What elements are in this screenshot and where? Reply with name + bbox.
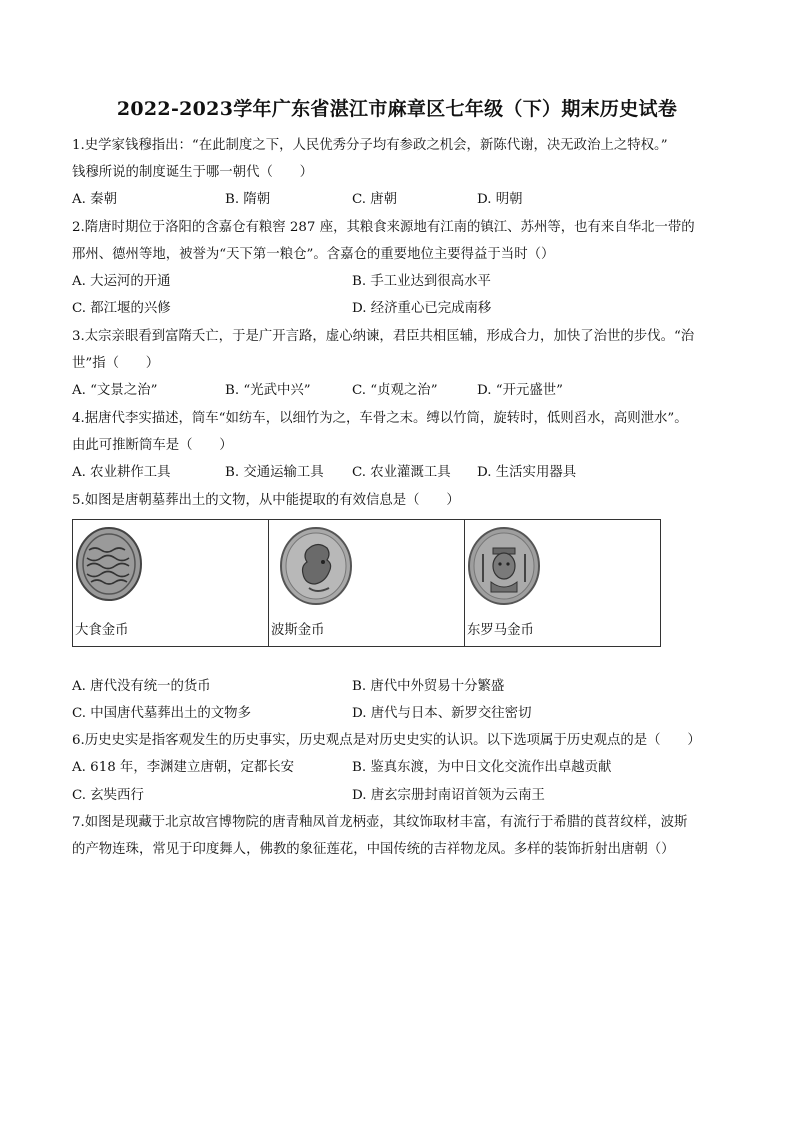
exam-title: 2022-2023学年广东省湛江市麻章区七年级（下）期末历史试卷 xyxy=(116,98,678,120)
coin-cell-persia xyxy=(269,520,465,646)
coin-label-byzantine: 东罗马金币 xyxy=(467,623,534,638)
q2-option-b: B. 手工业达到很高水平 xyxy=(352,274,491,289)
q3-stem-line1: 3.太宗亲眼看到富隋夭亡，于是广开言路，虚心纳谏，君臣共相匡辅，形成合力，加快了治世的步伐。“治 xyxy=(72,329,695,344)
q1-stem-line1: 1.史学家钱穆指出：“在此制度之下，人民优秀分子均有参政之机会，新陈代谢，决无政治上之特权。” xyxy=(72,138,668,153)
q3-stem-line2: 世”指（ ） xyxy=(72,356,160,371)
q3-option-b: B. “光武中兴” xyxy=(225,383,311,398)
q1-option-b: B. 隋朝 xyxy=(225,192,271,207)
q7-stem-line2: 的产物连珠，常见于印度舞人，佛教的象征莲花，中国传统的吉祥物龙凤。多样的装饰折射出唐朝（） xyxy=(72,842,675,857)
q1-option-a: A. 秦朝 xyxy=(72,192,117,207)
coin-figure-table xyxy=(72,519,661,647)
q3-option-c: C. “贞观之治” xyxy=(352,383,438,398)
dashi-coin-image xyxy=(75,526,143,602)
q6-option-a: A. 618 年，李渊建立唐朝，定都长安 xyxy=(72,760,295,775)
q4-option-c: C. 农业灌溉工具 xyxy=(352,465,451,480)
q5-stem-line1: 5.如图是唐朝墓葬出土的文物，从中能提取的有效信息是（ ） xyxy=(72,493,460,508)
q6-option-b: B. 鉴真东渡，为中日文化交流作出卓越贡献 xyxy=(352,760,612,775)
q3-option-d: D. “开元盛世” xyxy=(477,383,564,398)
coin-label-persia: 波斯金币 xyxy=(271,623,325,638)
q4-stem-line1: 4.据唐代李实描述，筒车“如纺车，以细竹为之，车骨之末。缚以竹筒，旋转时，低则舀水，高则泄水”。 xyxy=(72,411,688,426)
coin-cell-dashi xyxy=(73,520,269,646)
q1-option-d: D. 明朝 xyxy=(477,192,523,207)
q5-option-c: C. 中国唐代墓葬出土的文物多 xyxy=(72,706,251,721)
q5-option-d: D. 唐代与日本、新罗交往密切 xyxy=(352,706,532,721)
q2-option-a: A. 大运河的开通 xyxy=(72,274,171,289)
q6-option-c: C. 玄奘西行 xyxy=(72,788,144,803)
persian-coin-image xyxy=(279,526,353,606)
q2-stem-line2: 邢州、德州等地，被誉为“天下第一粮仓”。含嘉仓的重要地位主要得益于当时（） xyxy=(72,247,555,262)
q6-option-d: D. 唐玄宗册封南诏首领为云南王 xyxy=(352,788,545,803)
q7-stem-line1: 7.如图是现藏于北京故宫博物院的唐青釉凤首龙柄壶，其纹饰取材丰富，有流行于希腊的莨苕纹样，波斯 xyxy=(72,815,688,830)
q1-option-c: C. 唐朝 xyxy=(352,192,398,207)
q2-option-c: C. 都江堰的兴修 xyxy=(72,301,171,316)
q3-option-a: A. “文景之治” xyxy=(72,383,158,398)
q2-option-d: D. 经济重心已完成南移 xyxy=(352,301,492,316)
q6-stem-line1: 6.历史史实是指客观发生的历史事实，历史观点是对历史史实的认识。以下选项属于历史观点的是（ ） xyxy=(72,733,701,748)
q4-stem-line2: 由此可推断筒车是（ ） xyxy=(72,438,233,453)
q4-option-a: A. 农业耕作工具 xyxy=(72,465,171,480)
q5-option-a: A. 唐代没有统一的货币 xyxy=(72,679,211,694)
q4-option-d: D. 生活实用器具 xyxy=(477,465,577,480)
byzantine-coin-image xyxy=(467,526,541,606)
coin-label-dashi: 大食金币 xyxy=(75,623,129,638)
q1-stem-line2: 钱穆所说的制度诞生于哪一朝代（ ） xyxy=(72,165,314,180)
q5-option-b: B. 唐代中外贸易十分繁盛 xyxy=(352,679,505,694)
q4-option-b: B. 交通运输工具 xyxy=(225,465,324,480)
q2-stem-line1: 2.隋唐时期位于洛阳的含嘉仓有粮窖 287 座，其粮食来源地有江南的镇江、苏州等，也有来自华北一带的 xyxy=(72,220,695,235)
coin-cell-byzantine xyxy=(465,520,660,646)
